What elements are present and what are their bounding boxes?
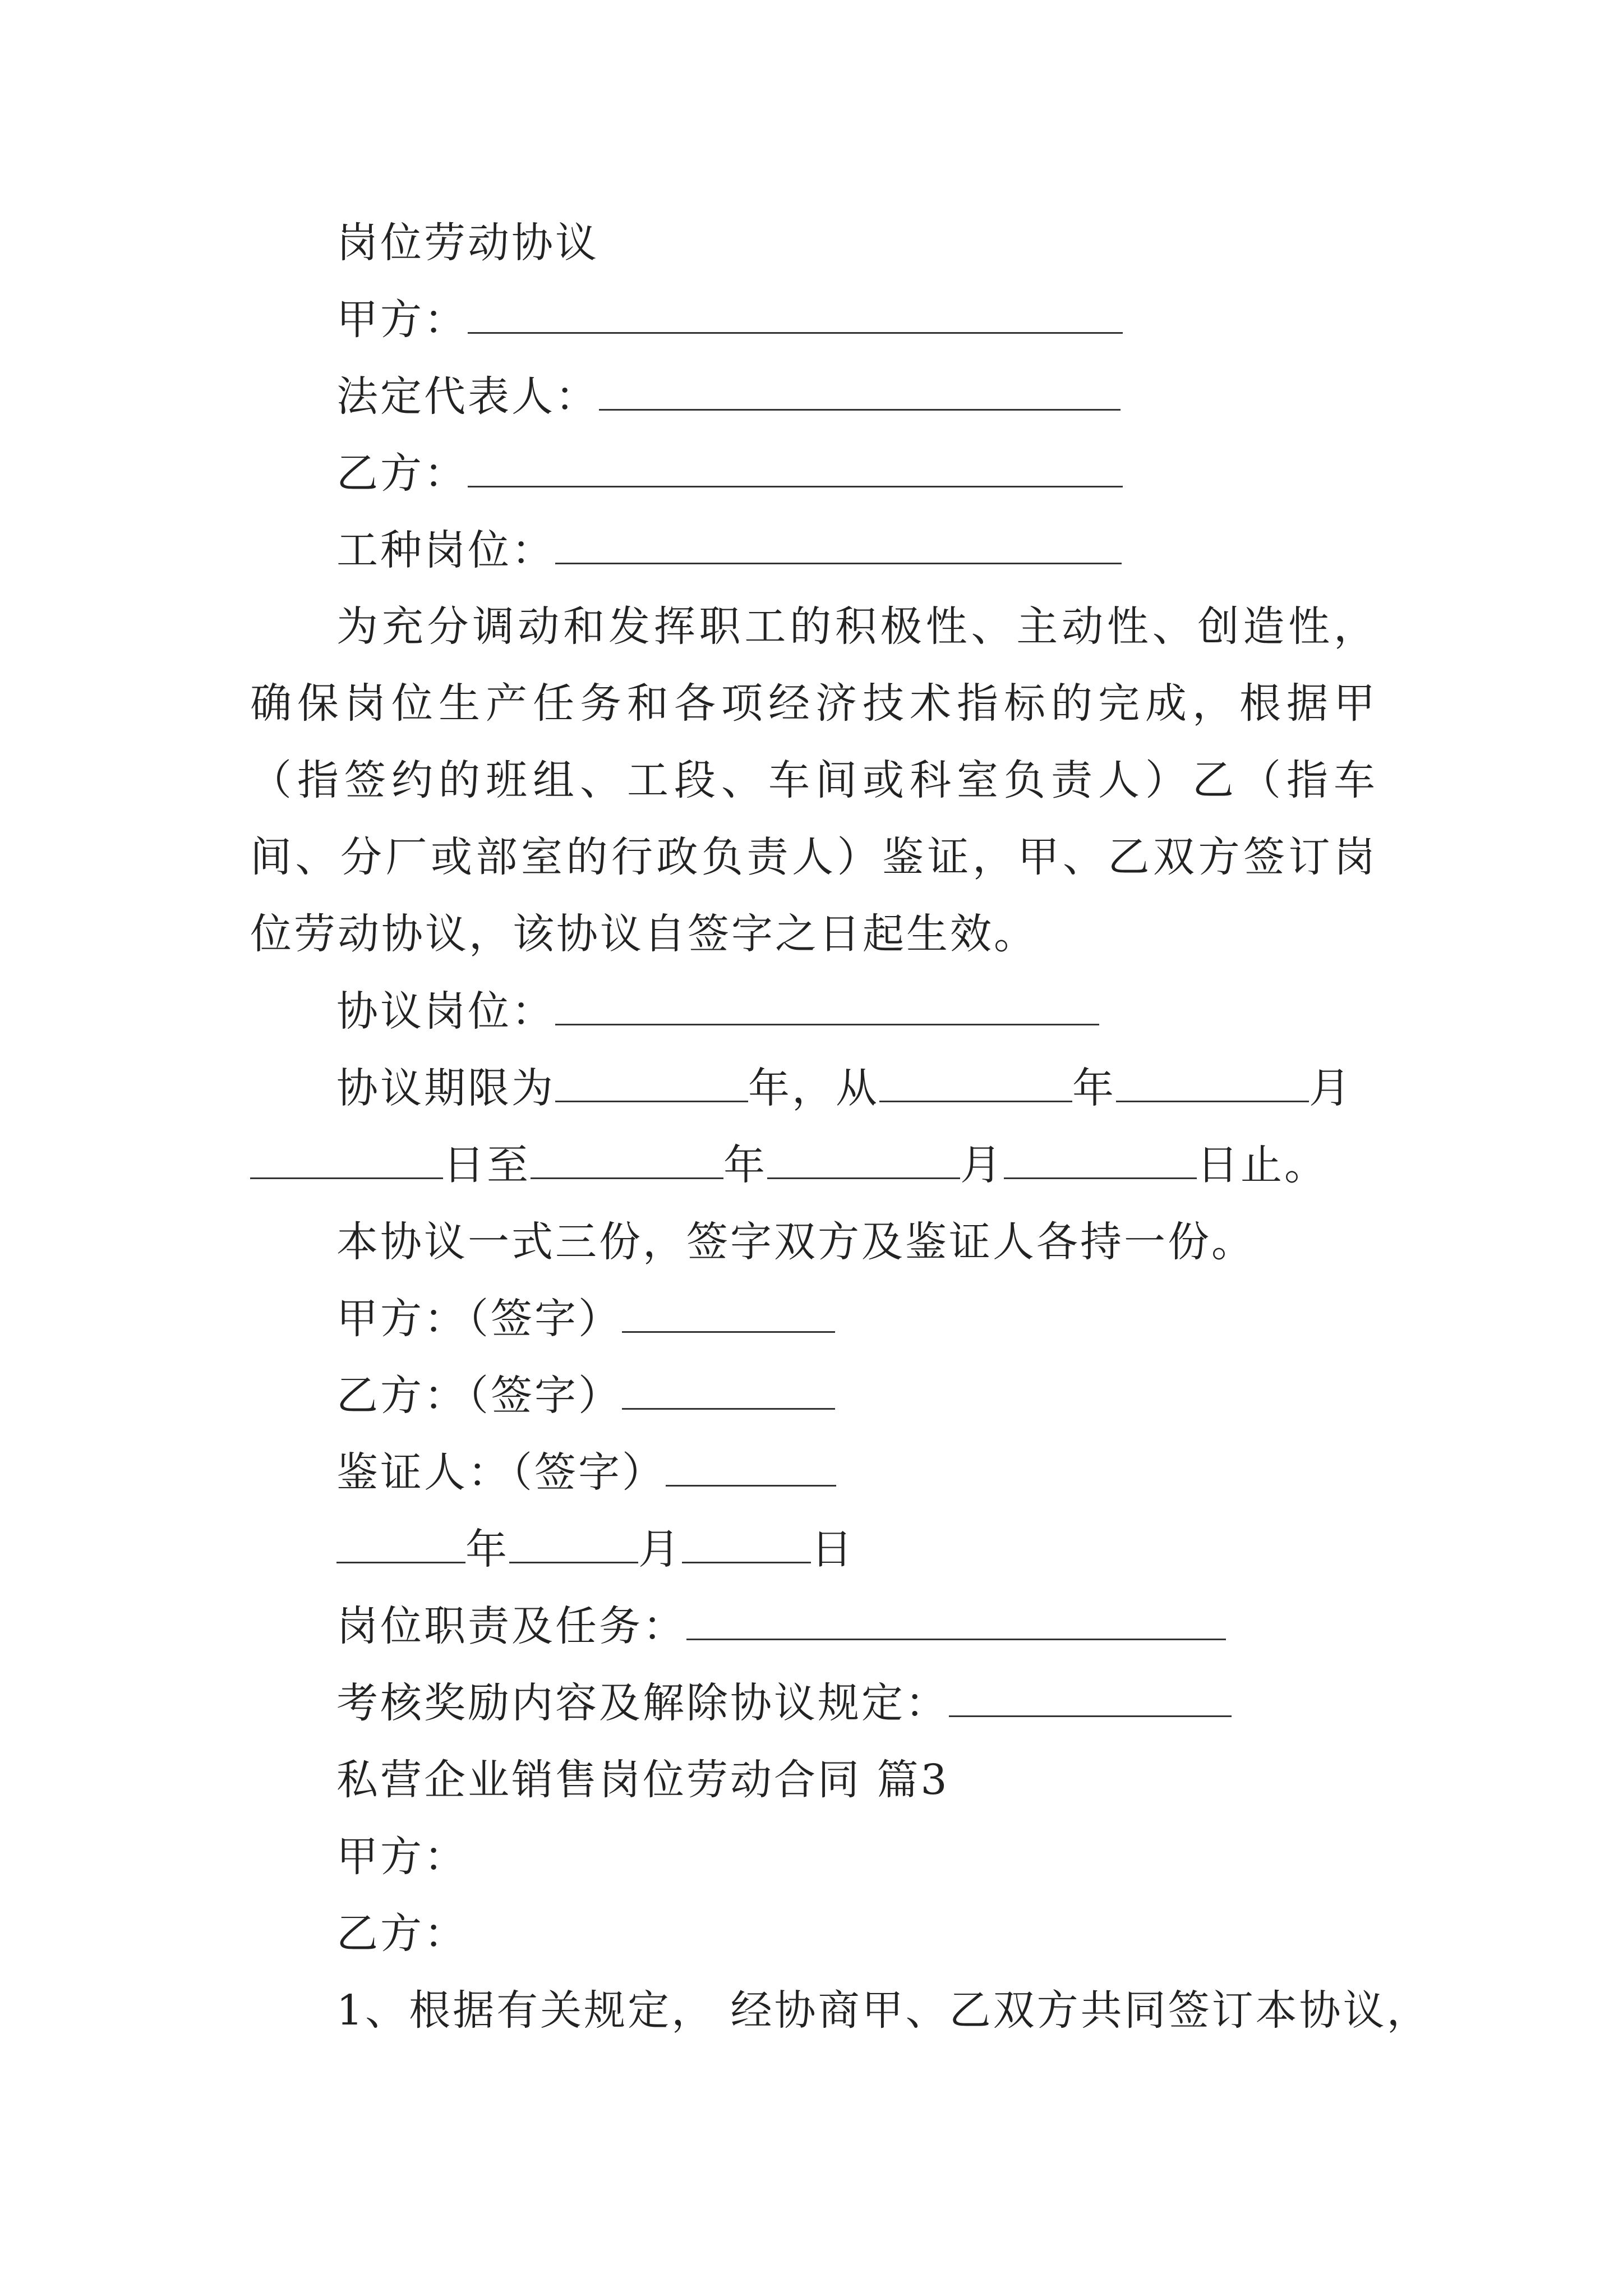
clause-1: 1、根据有关规定， 经协商甲、乙双方共同签订本协议， bbox=[336, 1986, 1431, 2035]
sign-date: 年 月 日 bbox=[336, 1521, 855, 1577]
job-type-field: 工种岗位： bbox=[336, 522, 1122, 578]
section-title: 私营企业销售岗位劳动合同 篇3 bbox=[336, 1756, 949, 1804]
legal-rep-field: 法定代表人： bbox=[336, 369, 1121, 425]
legal-rep-blank bbox=[599, 372, 1121, 411]
party-a-field: 甲方： bbox=[336, 292, 1123, 348]
date-day-blank bbox=[682, 1525, 811, 1563]
date-month-blank bbox=[509, 1525, 638, 1563]
duties-blank bbox=[686, 1602, 1226, 1640]
sign-party-a-blank bbox=[622, 1294, 835, 1333]
term-end-month-blank bbox=[767, 1140, 960, 1179]
term-start-year-blank bbox=[879, 1064, 1072, 1102]
assessment-field: 考核奖励内容及解除协议规定： bbox=[336, 1675, 1232, 1731]
sign-party-b: 乙方：（签字） bbox=[336, 1368, 835, 1424]
party-b-field: 乙方： bbox=[336, 445, 1123, 501]
term-start-month-blank bbox=[1116, 1064, 1309, 1102]
term-line-1: 协议期限为 年，从 年 月 bbox=[336, 1064, 1353, 1112]
agreement-post-field: 协议岗位： bbox=[336, 983, 1099, 1039]
intro-paragraph: 为充分调动和发挥职工的积极性、主动性、创造性，确保岗位生产任务和各项经济技术指标的完成，根据甲（指签约的班组、工段、车间或科室负责人）乙（指车间、分厂或部室的行政负责人）鉴证，甲、乙双方签订岗位劳动协议，该协议自签字之日起生效。 bbox=[250, 602, 1377, 958]
agreement-post-blank bbox=[555, 987, 1099, 1025]
duties-field: 岗位职责及任务： bbox=[336, 1598, 1226, 1654]
job-type-blank bbox=[555, 526, 1122, 564]
section3-party-b: 乙方： bbox=[336, 1910, 468, 1958]
date-year-blank bbox=[336, 1525, 465, 1563]
term-line-2: 日至 年 月 日止。 bbox=[250, 1137, 1328, 1193]
copies-text: 本协议一式三份，签字双方及鉴证人各持一份。 bbox=[336, 1218, 1255, 1266]
term-end-year-blank bbox=[531, 1140, 723, 1179]
sign-witness: 鉴证人：（签字） bbox=[336, 1444, 836, 1501]
term-years-blank bbox=[555, 1064, 748, 1102]
party-b-blank bbox=[468, 449, 1123, 487]
term-end-day-blank bbox=[1004, 1140, 1197, 1179]
sign-party-b-blank bbox=[622, 1371, 835, 1410]
section3-party-a: 甲方： bbox=[336, 1833, 468, 1881]
assessment-blank bbox=[949, 1678, 1232, 1717]
sign-witness-blank bbox=[666, 1448, 836, 1487]
sign-party-a: 甲方：（签字） bbox=[336, 1291, 835, 1347]
party-a-blank bbox=[468, 295, 1123, 334]
document-title: 岗位劳动协议 bbox=[336, 219, 599, 267]
term-start-day-blank bbox=[250, 1140, 443, 1179]
